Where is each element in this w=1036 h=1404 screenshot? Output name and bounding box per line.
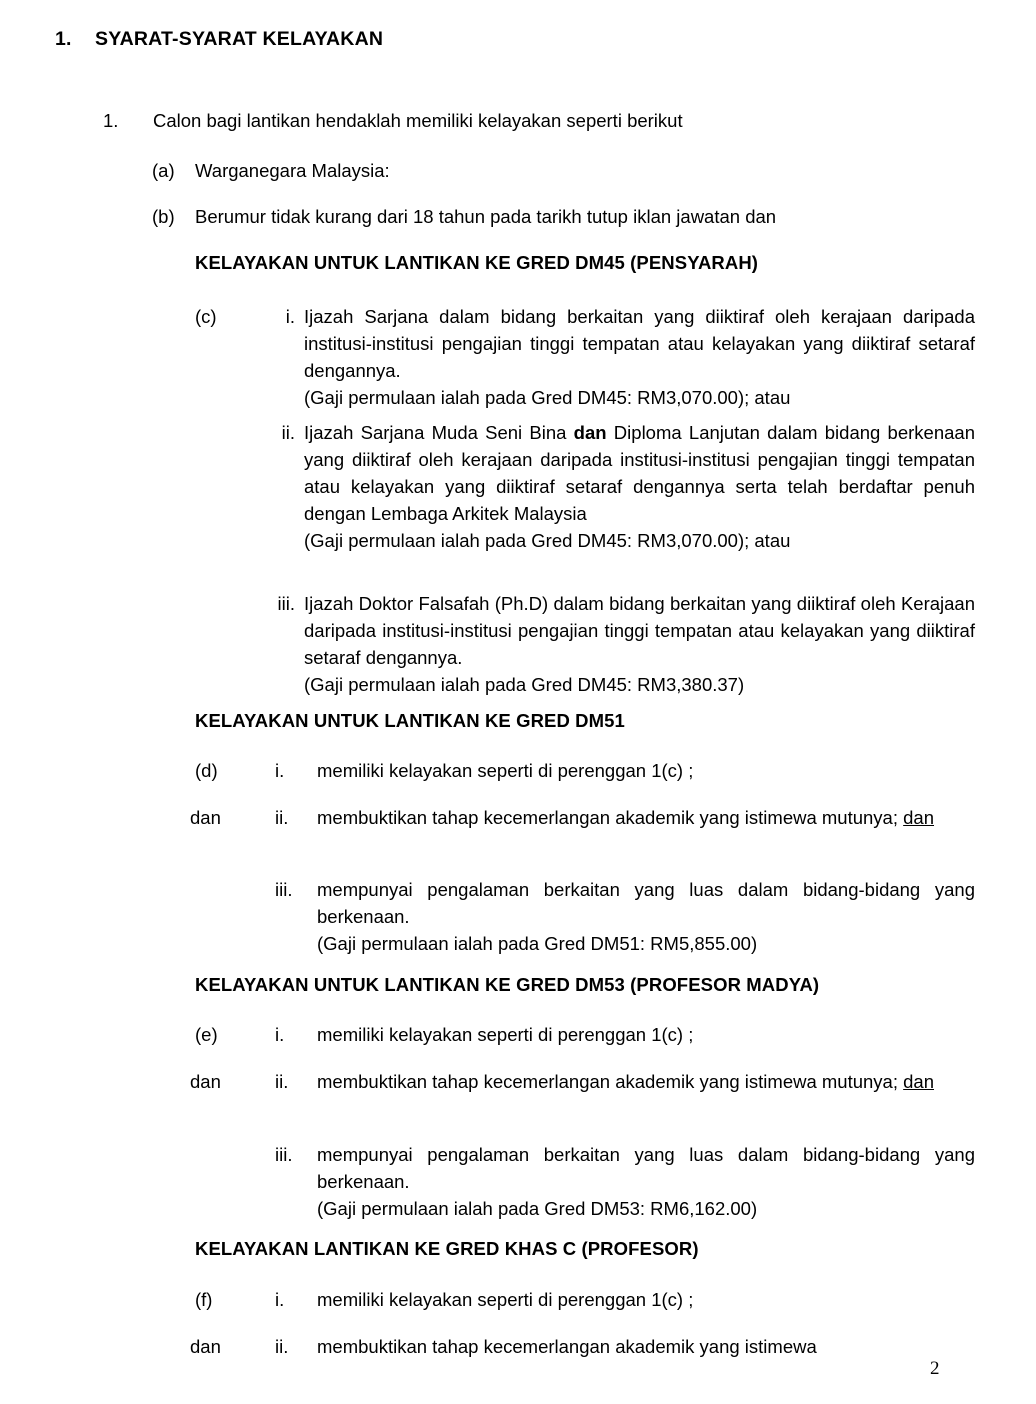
list-item-c-i [195,303,975,411]
list-item-c-iii [195,590,975,698]
list-item-e-letter: (e) [195,1024,218,1045]
page-number: 2 [930,1358,940,1379]
list-item-f-ii-text: membuktikan tahap kecemerlangan akademik yang istimewa [317,1336,817,1357]
list-item-f-conjunction: dan [190,1336,221,1357]
list-item-d-ii-text: membuktikan tahap kecemerlangan akademik yang istimewa mutunya; [317,807,904,828]
heading-gred-dm53: KELAYAKAN UNTUK LANTIKAN KE GRED DM53 (PROFESOR MADYA) [195,974,820,995]
list-item-d-iii-salary: (Gaji permulaan ialah pada Gred DM51: RM5,855.00) [317,933,758,954]
list-item-a [152,157,972,184]
list-item-b-marker: (b) [152,206,175,227]
list-item-e-ii-roman: ii. [275,1071,289,1092]
list-item-d-iii-roman: iii. [275,879,293,900]
list-item-c-iii-body [304,590,975,698]
list-item-d-ii-body [317,804,975,831]
list-item-1-marker: 1. [103,110,119,131]
list-item-c-iii-text: Ijazah Doktor Falsafah (Ph.D) dalam bidang berkaitan yang diiktiraf oleh Kerajaan daripada institusi-institusi pengajian tinggi tempatan atau kelayakan yang diiktiraf setaraf dengannya. [304,593,975,668]
list-item-d-letter: (d) [195,760,218,781]
list-item-a-marker: (a) [152,160,175,181]
heading-gred-khas-c: KELAYAKAN LANTIKAN KE GRED KHAS C (PROFESOR) [195,1238,699,1259]
list-item-e-iii-text: mempunyai pengalaman berkaitan yang luas dalam bidang-bidang yang berkenaan. [317,1144,975,1192]
list-item-c-ii-roman: ii. [281,422,295,443]
list-item-c-i-text: Ijazah Sarjana dalam bidang berkaitan yang diiktiraf oleh kerajaan daripada institusi-institusi pengajian tinggi tempatan atau kelayakan yang diiktiraf setaraf dengannya. [304,306,975,381]
list-item-f-i-text: memiliki kelayakan seperti di perenggan 1(c) ; [317,1289,694,1310]
list-item-f-letter: (f) [195,1289,213,1310]
page-title-text: SYARAT-SYARAT KELAYAKAN [95,28,384,50]
list-item-d-ii [190,804,975,831]
list-item-b-text: Berumur tidak kurang dari 18 tahun pada tarikh tutup iklan jawatan dan [195,206,777,227]
list-item-c-ii-text-after: Diploma Lanjutan dalam bidang berkenaan yang diiktiraf oleh kerajaan daripada institusi-institusi pengajian tinggi tempatan atau kelayakan yang diiktiraf setaraf dengannya serta telah berdaftar penuh dengan Lembaga Arkitek Malaysia [304,422,975,524]
list-item-c-i-salary: (Gaji permulaan ialah pada Gred DM45: RM3,070.00); atau [304,387,791,408]
list-item-d-i-text: memiliki kelayakan seperti di perenggan 1(c) ; [317,760,694,781]
list-item-e-iii [195,1141,975,1222]
list-item-e-conjunction: dan [190,1071,221,1092]
list-item-1 [103,107,963,134]
list-item-e-iii-salary: (Gaji permulaan ialah pada Gred DM53: RM6,162.00) [317,1198,758,1219]
heading-gred-dm45: KELAYAKAN UNTUK LANTIKAN KE GRED DM45 (PENSYARAH) [195,252,759,273]
list-item-a-text: Warganegara Malaysia: [195,160,390,181]
list-item-d-iii-text: mempunyai pengalaman berkaitan yang luas dalam bidang-bidang yang berkenaan. [317,879,975,927]
list-item-c-letter: (c) [195,306,217,327]
list-item-f-ii-roman: ii. [275,1336,289,1357]
page-title-number: 1. [55,28,72,50]
list-item-d-iii [195,876,975,957]
list-item-e-i-text: memiliki kelayakan seperti di perenggan 1(c) ; [317,1024,694,1045]
list-item-d-conjunction: dan [190,807,221,828]
list-item-f-i-roman: i. [275,1289,285,1310]
list-item-c-ii-text-before: Ijazah Sarjana Muda Seni Bina [304,422,574,443]
list-item-e-i-roman: i. [275,1024,285,1045]
page-title [55,28,383,51]
list-item-c-i-roman: i. [285,306,295,327]
list-item-e-ii-underline-dan: dan [903,1071,935,1092]
heading-gred-dm51: KELAYAKAN UNTUK LANTIKAN KE GRED DM51 [195,710,625,731]
list-item-c-ii-salary: (Gaji permulaan ialah pada Gred DM45: RM3,070.00); atau [304,530,791,551]
list-item-c-i-body [304,303,975,411]
list-item-e-ii [190,1068,975,1095]
list-item-f-i [195,1286,975,1313]
list-item-c-ii-text [304,419,975,527]
list-item-f-ii [190,1333,975,1360]
list-item-e-iii-roman: iii. [275,1144,293,1165]
list-item-e-i [195,1021,975,1048]
list-item-d-iii-body [317,876,975,957]
list-item-e-ii-text: membuktikan tahap kecemerlangan akademik yang istimewa mutunya; [317,1071,904,1092]
list-item-d-ii-underline-dan: dan [903,807,935,828]
list-item-c-ii [195,419,975,554]
list-item-c-ii-bold-dan: dan [573,422,607,443]
list-item-d-i [195,757,975,784]
list-item-c-iii-salary: (Gaji permulaan ialah pada Gred DM45: RM3,380.37) [304,674,745,695]
list-item-d-i-roman: i. [275,760,285,781]
list-item-e-ii-body [317,1068,975,1095]
list-item-d-ii-roman: ii. [275,807,289,828]
list-item-c-ii-body [304,419,975,554]
list-item-1-text: Calon bagi lantikan hendaklah memiliki kelayakan seperti berikut [153,110,683,131]
list-item-e-iii-body [317,1141,975,1222]
list-item-b [152,203,972,230]
list-item-c-iii-roman: iii. [277,593,295,614]
